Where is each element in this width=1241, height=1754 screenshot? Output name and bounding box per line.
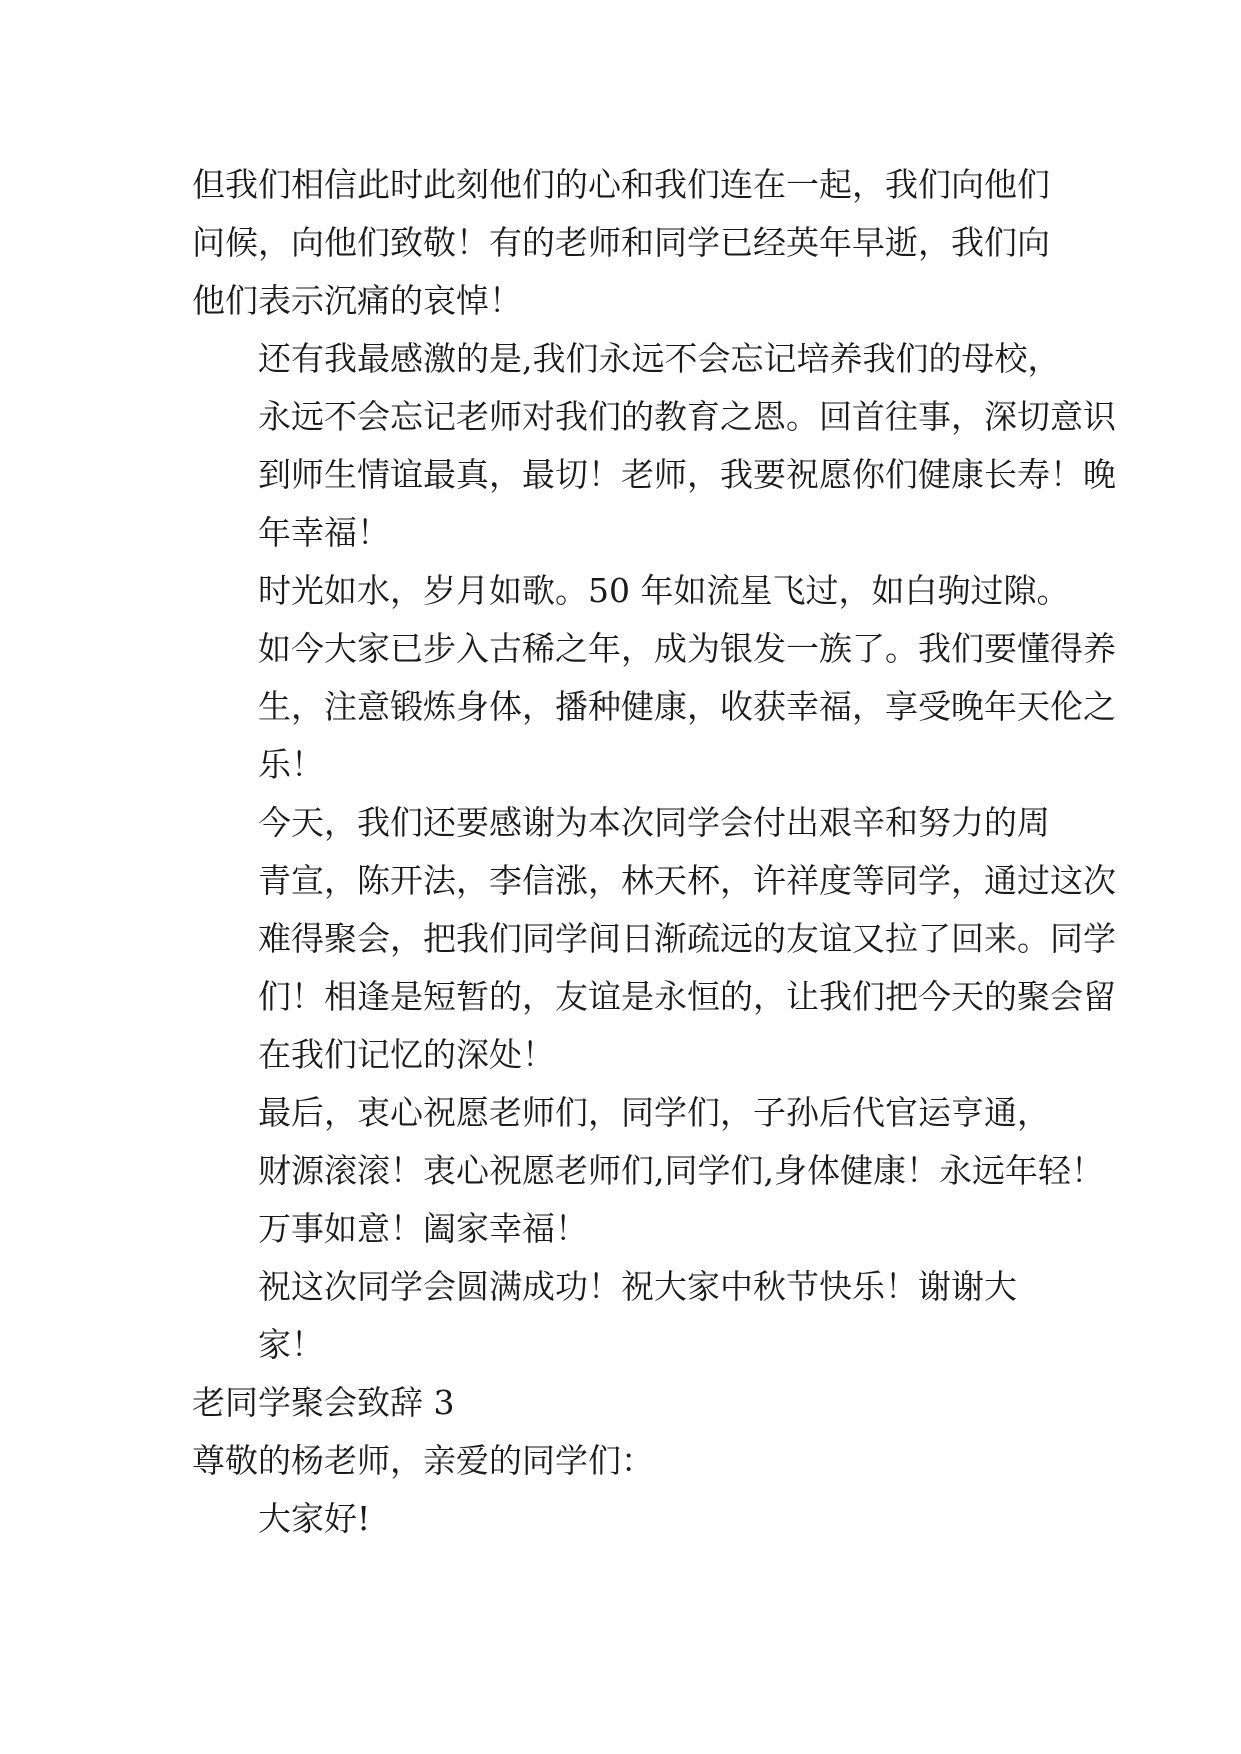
text-line: 难得聚会，把我们同学间日渐疏远的友谊又拉了回来。同学 [258,919,1116,958]
paragraph-wishes [192,1084,1104,1258]
text-line: 还有我最感激的是,我们永远不会忘记培养我们的母校， [258,339,1061,378]
document-body [192,156,1116,1548]
text-line: 年幸福！ [258,513,390,552]
text-line: 乐！ [258,745,324,784]
paragraph-time [192,562,1116,794]
greeting-text: 大家好! [258,1499,371,1538]
text-line: 祝这次同学会圆满成功！祝大家中秋节快乐！谢谢大 [258,1267,1017,1306]
text-line: 生，注意锻炼身体，播种健康，收获幸福，享受晚年天伦之 [258,687,1116,726]
text-line: 们！相逢是短暂的，友谊是永恒的，让我们把今天的聚会留 [258,977,1116,1016]
paragraph-closing [192,1258,1070,1374]
text-line: 财源滚滚！衷心祝愿老师们,同学们,身体健康！永远年轻！ [258,1151,1104,1190]
text-line: 问候，向他们致敬！有的老师和同学已经英年早逝，我们向 [192,223,1050,262]
text-line: 今天，我们还要感谢为本次同学会付出艰辛和努力的周 [258,803,1050,842]
text-line: 永远不会忘记老师对我们的教育之恩。回首往事，深切意识 [258,397,1116,436]
paragraph-condolence [192,156,1070,330]
salutation [192,1432,1070,1490]
paragraph-gratitude [192,330,1116,562]
text-line: 家！ [258,1325,324,1364]
text-line: 在我们记忆的深处！ [258,1035,555,1074]
text-line: 青宣，陈开法，李信涨，林天杯，许祥度等同学，通过这次 [258,861,1116,900]
text-line: 到师生情谊最真，最切！老师，我要祝愿你们健康长寿！晚 [258,455,1116,494]
text-line: 时光如水，岁月如歌。50 年如流星飞过，如白驹过隙。 [258,571,1070,610]
paragraph-thanks [192,794,1116,1084]
section-heading [192,1374,1070,1432]
greeting [192,1490,1070,1548]
salutation-text: 尊敬的杨老师，亲爱的同学们： [192,1441,654,1480]
text-line: 但我们相信此时此刻他们的心和我们连在一起，我们向他们 [192,165,1050,204]
text-line: 最后，衷心祝愿老师们，同学们，子孙后代官运亨通， [258,1093,1050,1132]
text-line: 万事如意！阖家幸福！ [258,1209,588,1248]
text-line: 如今大家已步入古稀之年，成为银发一族了。我们要懂得养 [258,629,1116,668]
section-title: 老同学聚会致辞 3 [192,1383,455,1422]
text-line: 他们表示沉痛的哀悼！ [192,281,522,320]
